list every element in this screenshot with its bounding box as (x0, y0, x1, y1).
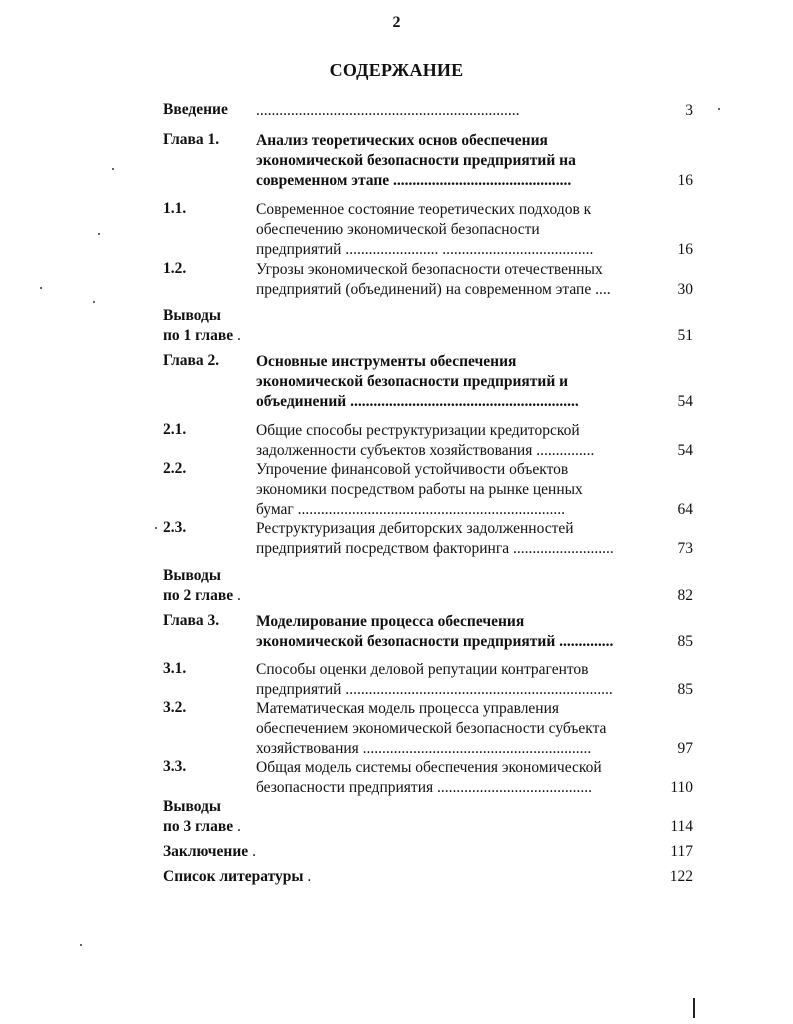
toc-entry-bibliography: Список литературы . 122 (163, 868, 693, 885)
scan-speck (93, 301, 95, 303)
toc-page: 64 (677, 501, 693, 518)
toc-label: Введение (163, 101, 228, 118)
scan-speck (155, 527, 157, 529)
toc-entry-chapter-3 (163, 612, 693, 652)
toc-text (256, 101, 660, 121)
toc-page: 114 (670, 818, 693, 835)
toc-label: Глава 2. (163, 352, 220, 369)
toc-entry-section-1-2 (163, 260, 693, 300)
page-number: 2 (392, 14, 401, 31)
toc-text: Анализ теоретических основ обеспечения экономической безопасности предприятий на современном этапе .............................................. (256, 132, 576, 189)
toc-entry-section-2-2 (163, 460, 693, 520)
toc-label: 2.3. (163, 519, 187, 536)
toc-page: 73 (677, 540, 693, 557)
toc-label: 3.3. (163, 758, 187, 775)
toc-text: Математическая модель процесса управления обеспечением экономической безопасности субъекта хозяйствования ........................................................... (256, 700, 607, 757)
toc-label: 1.1. (163, 200, 187, 217)
toc-page: 3 (685, 102, 693, 119)
toc-text: Основные инструменты обеспечения экономической безопасности предприятий и объединений ........................................................... (256, 353, 579, 410)
toc-page: 16 (677, 172, 693, 189)
toc-entry-chapter-1 (163, 131, 693, 191)
scan-speck (40, 287, 42, 289)
toc-entry-section-2-3 (163, 519, 693, 559)
toc-label: Выводы (163, 798, 221, 815)
toc-label: 1.2. (163, 260, 187, 277)
toc-label: Список литературы (163, 868, 304, 885)
toc-entry-conclusions-3: Выводы по 3 главе . 114 (163, 798, 693, 835)
toc-entry-conclusions-1: Выводы по 1 главе . 51 (163, 307, 693, 344)
toc-page: 97 (677, 740, 693, 757)
toc-label: Глава 1. (163, 131, 220, 148)
toc-page: 54 (677, 393, 693, 410)
page-title: СОДЕРЖАНИЕ (329, 60, 464, 80)
toc-page: 85 (677, 681, 693, 698)
toc-text: Упрочение финансовой устойчивости объектов экономики посредством работы на рынке ценных бумаг ..................................................................... (256, 461, 583, 518)
toc-page: 85 (677, 633, 693, 650)
toc-page: 16 (677, 241, 693, 258)
scan-speck (718, 108, 720, 110)
toc-text: Общая модель системы обеспечения экономической безопасности предприятия ........................................ (256, 759, 602, 796)
toc-page: 117 (670, 843, 693, 860)
toc-entry-section-3-1 (163, 660, 693, 700)
toc-page: 54 (677, 442, 693, 459)
toc-page: 82 (677, 587, 693, 604)
toc-label: Заключение (163, 843, 249, 860)
toc-page: 122 (669, 868, 693, 885)
toc-entry-conclusion: Заключение . 117 (163, 843, 693, 860)
toc-entry-section-2-1 (163, 421, 693, 461)
toc-page: 51 (677, 327, 693, 344)
scan-mark (693, 998, 695, 1018)
toc-label: 3.2. (163, 699, 187, 716)
toc-entry-chapter-2 (163, 352, 693, 412)
toc-text: Современное состояние теоретических подходов к обеспечению экономической безопасности предприятий ........................ ....................................... (256, 201, 594, 258)
toc-text: Моделирование процесса обеспечения экономической безопасности предприятий .............. (256, 613, 614, 650)
toc-text: Способы оценки деловой репутации контрагентов предприятий ..................................................................... (256, 661, 613, 698)
toc-text: Угрозы экономической безопасности отечественных предприятий (объединений) на современном этапе .... (256, 261, 611, 298)
scan-speck (80, 944, 82, 946)
toc-leader-dots: .................................................................... (256, 102, 520, 119)
toc-label: 2.2. (163, 460, 187, 477)
toc-label: Выводы (163, 307, 221, 324)
toc-label: 2.1. (163, 421, 187, 438)
toc-text: Реструктуризация дебиторских задолженностей предприятий посредством факторинга .......................... (256, 520, 614, 557)
toc-page: 30 (677, 281, 693, 298)
toc-entry-introduction (163, 101, 693, 121)
toc-entry-section-1-1 (163, 200, 693, 260)
toc-entry-conclusions-2: Выводы по 2 главе . 82 (163, 567, 693, 604)
toc-label: 3.1. (163, 660, 187, 677)
toc-text: Общие способы реструктуризации кредиторской задолженности субъектов хозяйствования ............... (256, 422, 595, 459)
toc-entry-section-3-2 (163, 699, 693, 759)
toc-page: 110 (670, 779, 693, 796)
scan-speck (98, 233, 100, 235)
toc-label: Глава 3. (163, 612, 220, 629)
scan-speck (112, 168, 114, 170)
toc-label: Выводы (163, 567, 221, 584)
toc-entry-section-3-3 (163, 758, 693, 798)
